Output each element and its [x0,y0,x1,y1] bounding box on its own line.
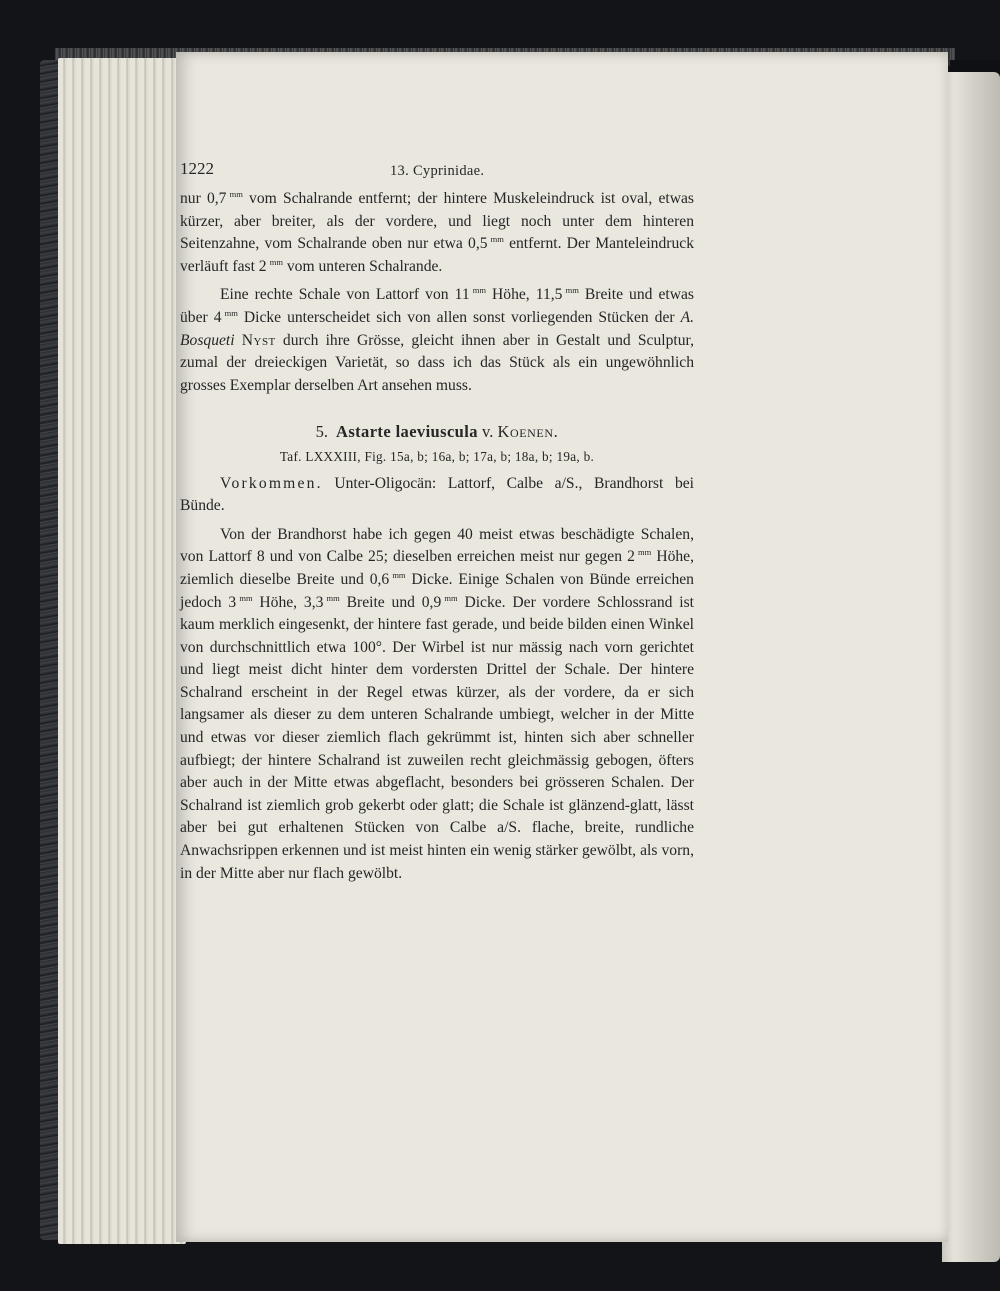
page-text-block [180,158,694,885]
plate-reference: Taf. LXXXIII, Fig. 15a, b; 16a, b; 17a, b; 18a, b; 19a, b. [279,448,595,464]
unit-superscript: mm [239,592,253,603]
description-paragraph: Von der Brandhorst habe ich gegen 40 meist etwas beschädigte Schalen, von Lattorf 8 und von Calbe 25; dieselben erreichen meist nur gegen 2 $^{mm}$ Höhe, ziemlich dieselbe Breite und 0,6 $^{mm}$ Dicke. Einige Schalen von Bünde erreichen jedoch 3 $^{mm}$ Höhe, 3,3 $^{mm}$ Breite und 0,9 $^{mm}$ Dicke. Der vordere Schlossrand ist kaum merklich eingesenkt, der hintere fast gerade, und beide bilden einen Winkel von durchschnittlich etwa 100°. Der Wirbel ist nur mässig nach vorn gerichtet und liegt meist dicht hinter dem vordersten Drittel der Schale. Der hintere Schalrand erscheint in der Regel etwas kürzer, als der vordere, da er sich langsamer als dieser zu dem unteren Schalrande umbiegt, welcher in der Mitte und etwas vor dieser ziemlich flach gekrümmt ist, hinten sich aber schneller aufbiegt; der hintere Schalrand ist zuweilen recht gleichmässig gebogen, öfters aber auch in der Mitte etwas abgeflacht, besonders bei grösseren Schalen. Der Schalrand ist ziemlich grob gekerbt oder glatt; die Schale ist glänzend-glatt, lässt aber bei gut erhaltenen Stücken von Calbe a/S. flache, breite, rundliche Anwachsrippen erkennen und ist meist hinten ein wenig stärker gewölbt, als vorn, in der Mitte aber nur flach gewölbt. [180,525,694,882]
opposite-page-edge [942,72,1000,1262]
running-title: 13. Cyprinidae. [390,163,485,179]
section-author-prefix: v. [482,422,494,442]
unit-superscript: mm [565,285,579,296]
running-head [180,158,694,188]
unit-superscript: mm [326,592,340,603]
unit-superscript: mm [490,234,504,245]
unit-superscript: mm [229,189,243,199]
unit-superscript: mm [472,285,486,296]
stacked-page-edges [58,58,186,1244]
section-author: Koenen. [497,422,559,442]
occurrence-text: Unter-Oligocän: Lattorf, Calbe a/S., Brandhorst bei Bünde. [180,474,694,515]
unit-superscript: mm [269,256,283,267]
section-number: 5. [315,422,329,442]
species-author: Nyst [241,331,276,349]
occurrence-label: Vorkommen. [220,474,323,492]
page-number: 1222 [180,159,214,178]
occurrence-paragraph [180,473,694,518]
paragraph-large-specimen [180,284,694,397]
paragraph-text-start: Eine rechte Schale von Lattorf von 11 $^{mm}$ Höhe, 11,5 $^{mm}$ Breite und etwas über 4 $^{mm}$ Dicke unterscheidet sich von allen sonst vorliegenden Stücken der [180,285,694,326]
unit-superscript: mm [638,547,652,558]
paragraph-text-end: durch ihre Grösse, gleicht ihnen aber in Gestalt und Sculptur, zumal der dreieckigen Varietät, so dass ich das Stück als ein ungewöhnlich grosses Exemplar derselben Art ansehen muss. [180,331,694,394]
paragraph-continued: nur 0,7 $^{mm}$ vom Schalrande entfernt; der hintere Muskeleindruck ist oval, etwas kürzer, aber breiter, als der vordere, und liegt noch unter dem hinteren Seitenzahne, vom Schalrande oben nur etwa 0,5 $^{mm}$ entfernt. Der Manteleindruck verläuft fast 2 $^{mm}$ vom unteren Schalrande. [180,189,694,275]
unit-superscript: mm [224,307,238,318]
section-species-name: Astarte laeviuscula [336,422,478,442]
unit-superscript: mm [444,592,458,603]
unit-superscript: mm [392,569,406,580]
species-name: A. Bosqueti [180,308,694,349]
section-heading [180,421,694,444]
book-spine-binding [40,60,60,1240]
